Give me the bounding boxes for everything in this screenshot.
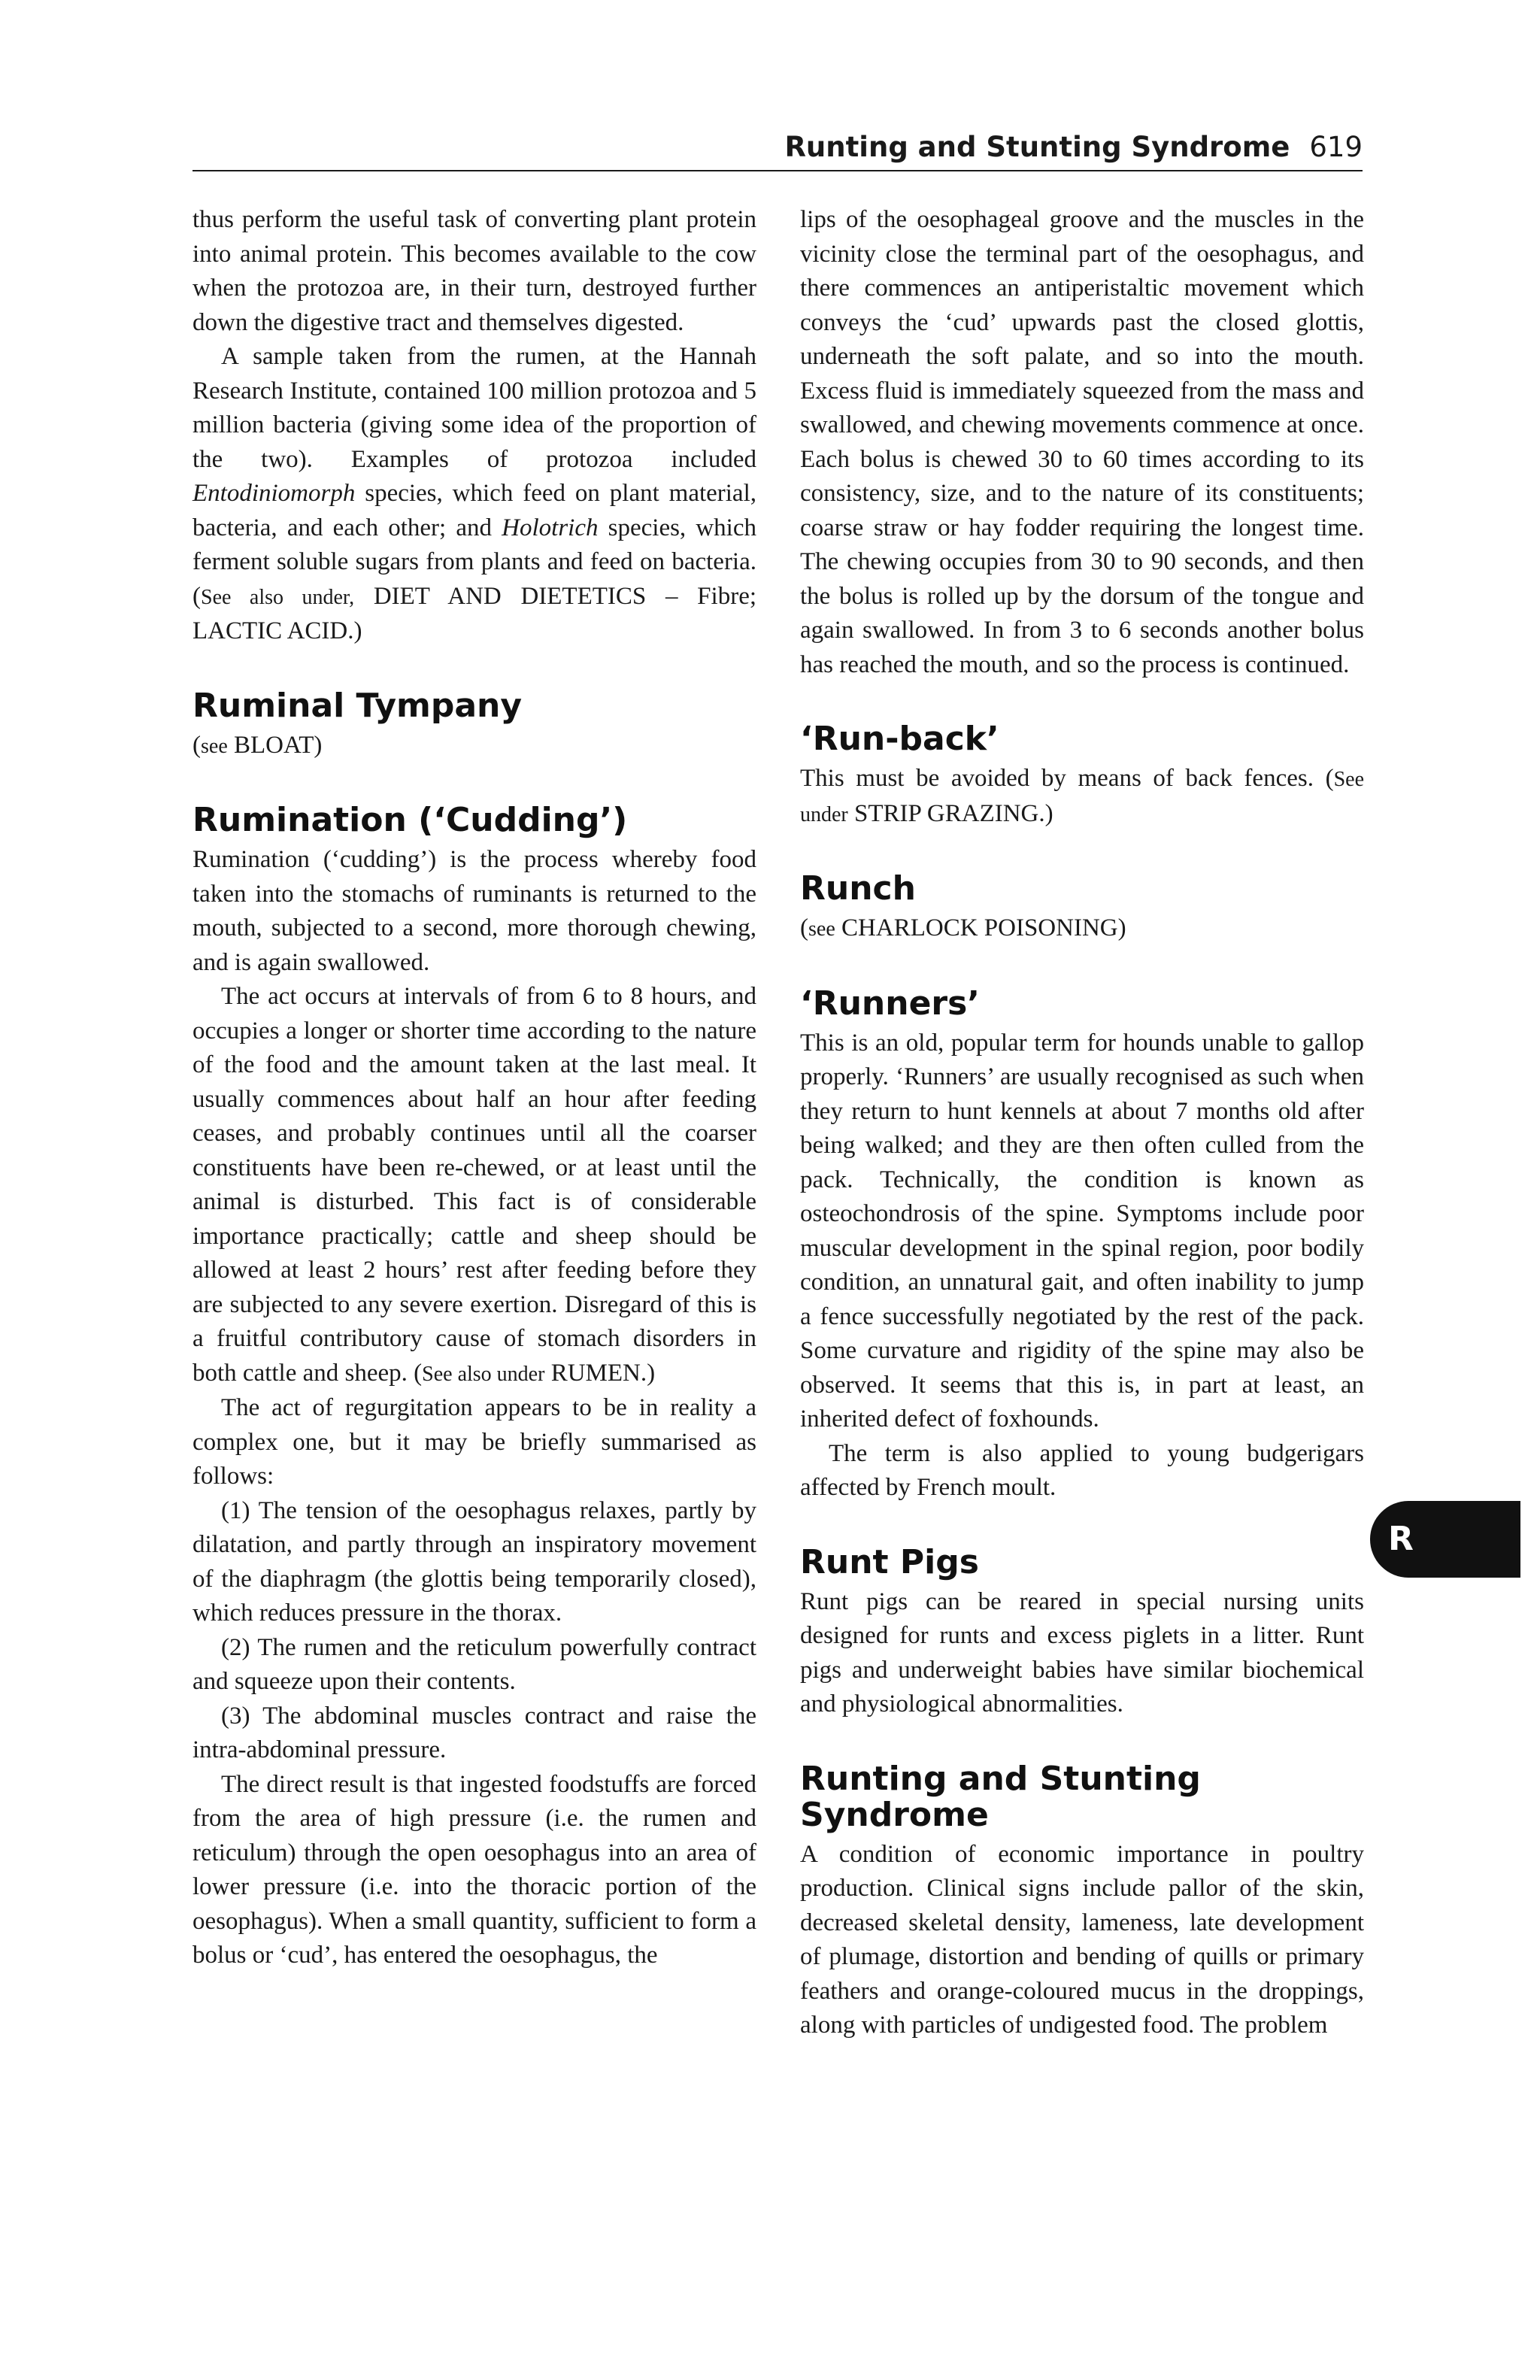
cross-reference: DIET AND DIETETICS bbox=[373, 582, 647, 610]
paragraph: This is an old, popular term for hounds unable to gallop properly. ‘Runners’ are usually recognised as such when they return to hunt kennels at about 7 months old after being walked; and they are then often culled from the pack. Technically, the condition is known as osteochondrosis of the spine. Symptoms include poor muscular development in the spinal region, poor bodily condition, an unnatural gait, and often inability to jump a fence successfully negotiated by the rest of the pack. Some curvature and rigidity of the spine may also be observed. It seems that this is, in part at least, an inherited defect of foxhounds. bbox=[800, 1029, 1364, 1433]
running-head-title: Runting and Stunting Syndrome bbox=[784, 131, 1290, 163]
paragraph: This must be avoided by means of back fences. (See under STRIP GRAZING.) bbox=[800, 765, 1364, 827]
paragraph: (see CHARLOCK POISONING) bbox=[800, 914, 1126, 941]
paragraph: Rumination (‘cudding’) is the process whereby food taken into the stomachs of ruminants is returned to the mouth, subjected to a second, more thorough chewing, and is again swallowed. bbox=[192, 846, 756, 976]
paragraph: A condition of economic importance in poultry production. Clinical signs include pallor of the skin, decreased skeletal density, lameness, late development of plumage, distortion and bending of quills or primary feathers and orange-coloured mucus in the droppings, along with particles of undigested food. The problem bbox=[800, 1840, 1364, 2039]
species-name: Holotrich bbox=[502, 514, 599, 541]
paragraph: lips of the oesophageal groove and the muscles in the vicinity close the terminal part of the oesophagus, and there commences an antiperistaltic movement which conveys the ‘cud’ upwards past the closed glottis, underneath the soft palate, and so into the mouth. Excess fluid is immediately squeezed from the mass and swallowed, and chewing movements commence at once. Each bolus is chewed 30 to 60 times according to its consistency, size, and to the nature of its constituents; coarse straw or hay fodder requiring the longest time. The chewing occupies from 30 to 90 seconds, and then the bolus is rolled up by the dorsum of the tongue and again swallowed. In from 3 to 6 seconds another bolus has reached the mouth, and so the process is continued. bbox=[800, 206, 1364, 678]
see-also-note: See under bbox=[800, 768, 1364, 826]
page-number: 619 bbox=[1309, 131, 1363, 163]
paragraph: A sample taken from the rumen, at the Hannah Research Institute, contained 100 million protozoa and 5 million bacteria (giving some idea of the proportion of the two). Examples of protozoa included Entodiniomorph species, which feed on plant material, bacteria, and each other; and Holotrich species, which ferment soluble sugars from plants and feed on bacteria. (See also under, DIET AND DIETETICS – Fibre; LACTIC ACID.) bbox=[192, 343, 757, 644]
see-also-note: See also under, bbox=[201, 585, 355, 609]
right-column bbox=[800, 203, 1364, 2043]
cross-reference: STRIP GRAZING bbox=[854, 799, 1039, 827]
entry-heading-rumination: Rumination (‘Cudding’) bbox=[192, 801, 628, 839]
entry-heading-ruminal-tympany: Ruminal Tympany bbox=[192, 686, 523, 725]
cross-reference: CHARLOCK POISONING bbox=[841, 914, 1118, 941]
paragraph: (2) The rumen and the reticulum powerfully contract and squeeze upon their contents. bbox=[192, 1633, 756, 1695]
entry-heading-runners: ‘Runners’ bbox=[800, 984, 981, 1023]
see-also-note: See also under bbox=[422, 1362, 545, 1386]
species-name: Entodiniomorph bbox=[192, 480, 356, 507]
paragraph: The act of regurgitation appears to be in reality a complex one, but it may be briefly summarised as follows: bbox=[192, 1394, 756, 1490]
entry-heading-runting-and-stunting-syndrome: Runting and Stunting Syndrome bbox=[800, 1759, 1201, 1834]
paragraph: The act occurs at intervals of from 6 to 8 hours, and occupies a longer or shorter time according to the nature of the food and the amount taken at the last meal. It usually commences about half an hour after feeding ceases, and probably continues until all the coarser constituents have been re-chewed, or at least until the animal is disturbed. This fact is of considerable importance practically; cattle and sheep should be allowed at least 2 hours’ rest after feeding before they are subjected to any severe exertion. Disregard of this is a fruitful contributory cause of stomach disorders in both cattle and sheep. (See also under RUMEN.) bbox=[192, 983, 756, 1387]
entry-heading-runch: Runch bbox=[800, 869, 916, 908]
paragraph: (see BLOAT) bbox=[192, 731, 323, 759]
cross-reference: RUMEN bbox=[550, 1359, 641, 1387]
paragraph: The direct result is that ingested foodstuffs are forced from the area of high pressure (i.e. the rumen and reticulum) through the open oesophagus into an area of lower pressure (i.e. into the thoracic portion of the oesophagus). When a small quantity, sufficient to form a bolus or ‘cud’, has entered the oesophagus, the bbox=[192, 1770, 756, 1969]
cross-reference: LACTIC ACID bbox=[192, 617, 348, 644]
paragraph: The term is also applied to young budgerigars affected by French moult. bbox=[800, 1439, 1364, 1501]
cross-reference: BLOAT bbox=[234, 731, 314, 759]
entry-heading-runt-pigs: Runt Pigs bbox=[800, 1542, 979, 1581]
left-column bbox=[192, 203, 756, 1973]
paragraph: (1) The tension of the oesophagus relaxes, partly by dilatation, and partly through an inspiratory movement of the diaphragm (the glottis being temporarily closed), which reduces pressure in the thorax. bbox=[192, 1496, 756, 1627]
thumb-index-tab: R bbox=[1370, 1501, 1520, 1578]
entry-heading-run-back: ‘Run-back’ bbox=[800, 720, 999, 758]
paragraph: (3) The abdominal muscles contract and raise the intra-abdominal pressure. bbox=[192, 1702, 756, 1763]
paragraph: Runt pigs can be reared in special nursing units designed for runts and excess piglets in a litter. Runt pigs and underweight babies have similar biochemical and physiological abnormalities. bbox=[800, 1587, 1364, 1718]
running-head bbox=[192, 125, 1363, 171]
paragraph: thus perform the useful task of converting plant protein into animal protein. This becomes available to the cow when the protozoa are, in their turn, destroyed further down the digestive tract and themselves digested. bbox=[192, 206, 756, 336]
